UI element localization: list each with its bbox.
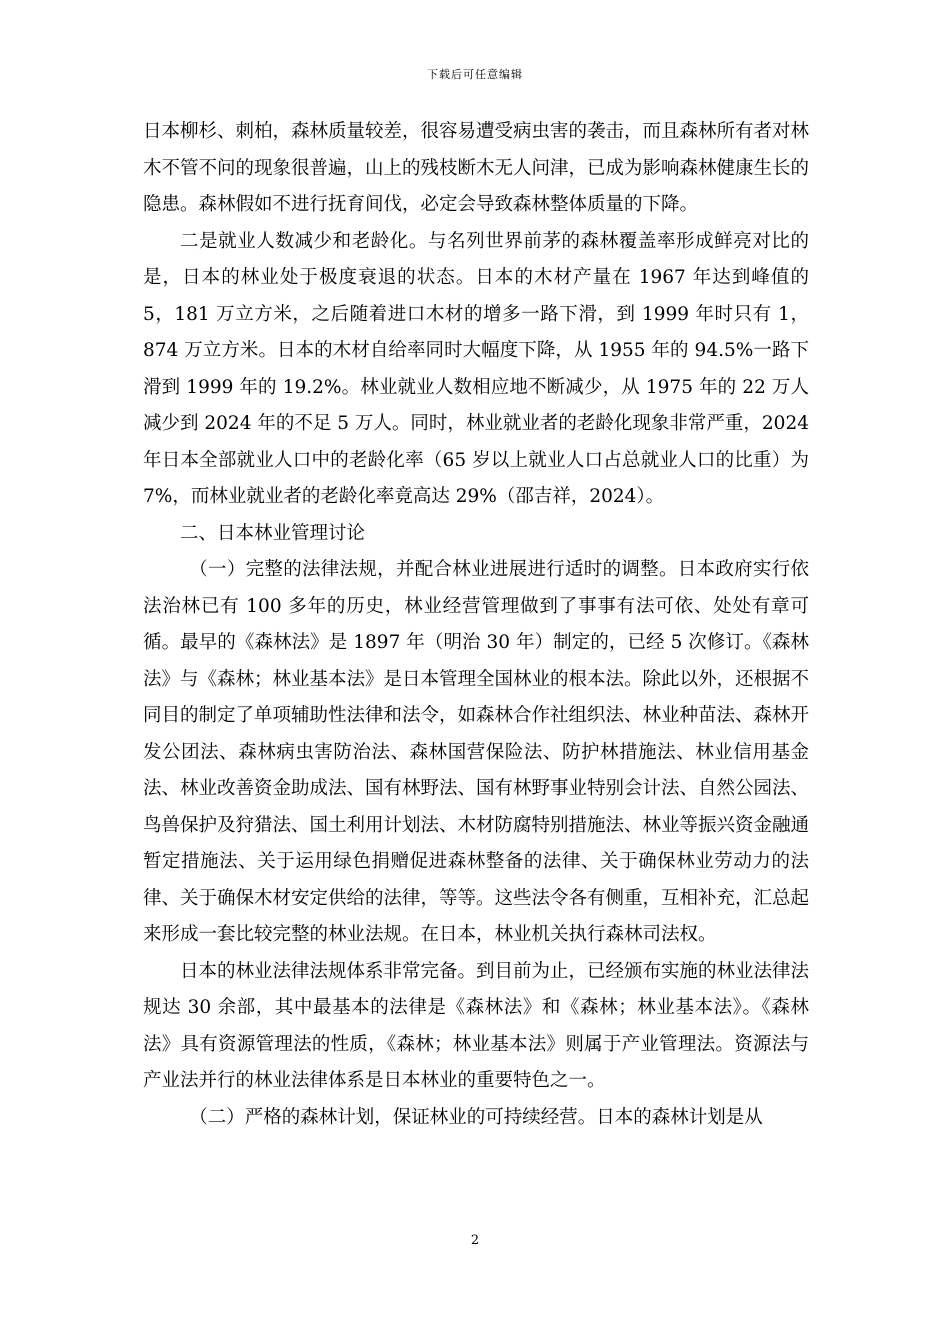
section-heading-forestry-management: 二、日本林业管理讨论 (180, 522, 366, 544)
document-body (143, 114, 809, 1136)
page-header: 下载后可任意编辑 (427, 68, 523, 81)
paragraph-employment-aging: 二是就业人数减少和老龄化。与名列世界前茅的森林覆盖率形成鲜亮对比的是，日本的林业处于极度衰退的状态。日本的木材产量在 1967 年达到峰值的 5，181 万立方米，之后随着进口木材的增多一路下滑，到 1999 年时只有 1，874 万立方米。日本的木材自给率同时大幅度下降，从 1955 年的 94.5%一路下滑到 1999 年的 19.2%。林业就业人数相应地不断减少，从 1975 年的 22 万人减少到 2024 年的不足 5 万人。同时，林业就业者的老龄化现象非常严重，2024 年日本全部就业人口中的老龄化率（65 岁以上就业人口占总就业人口的比重）为 7%，而林业就业者的老龄化率竟高达 29%（邵吉祥，2024）。 (143, 230, 809, 507)
paragraph-legal-system: 日本的林业法律法规体系非常完备。到目前为止，已经颁布实施的林业法律法规达 30 余部，其中最基本的法律是《森林法》和《森林；林业基本法》。《森林法》具有资源管理法的性质，《森林；林业基本法》则属于产业管理法。资源法与产业法并行的林业法律体系是日本林业的重要特色之一。 (143, 960, 810, 1091)
paragraph-forest-planning: （二）严格的森林计划，保证林业的可持续经营。日本的森林计划是从 (189, 1106, 763, 1128)
paragraph-legal-framework: （一）完整的法律法规，并配合林业进展进行适时的调整。日本政府实行依法治林已有 100 多年的历史，林业经营管理做到了事事有法可依、处处有章可循。最早的《森林法》是 1897 年（明治 30 年）制定的，已经 5 次修订。《森林法》与《森林；林业基本法》是日本管理全国林业的根本法。除此以外，还根据不同目的制定了单项辅助性法律和法令，如森林合作社组织法、林业种苗法、森林开发公团法、森林病虫害防治法、森林国营保险法、防护林措施法、林业信用基金法、林业改善资金助成法、国有林野法、国有林野事业特别会计法、自然公园法、鸟兽保护及狩猎法、国土利用计划法、木材防腐特别措施法、林业等振兴资金融通暂定措施法、关于运用绿色捐赠促进森林整备的法律、关于确保林业劳动力的法律、关于确保木材安定供给的法律，等等。这些法令各有侧重，互相补充，汇总起来形成一套比较完整的林业法规。在日本，林业机关执行森林司法权。 (143, 559, 810, 945)
page-number: 2 (470, 1233, 480, 1248)
paragraph-forest-quality: 日本柳杉、刺柏，森林质量较差，很容易遭受病虫害的袭击，而且森林所有者对林木不管不问的现象很普遍，山上的残枝断木无人问津，已成为影响森林健康生长的隐患。森林假如不进行抚育间伐，必定会导致森林整体质量的下降。 (143, 121, 810, 215)
